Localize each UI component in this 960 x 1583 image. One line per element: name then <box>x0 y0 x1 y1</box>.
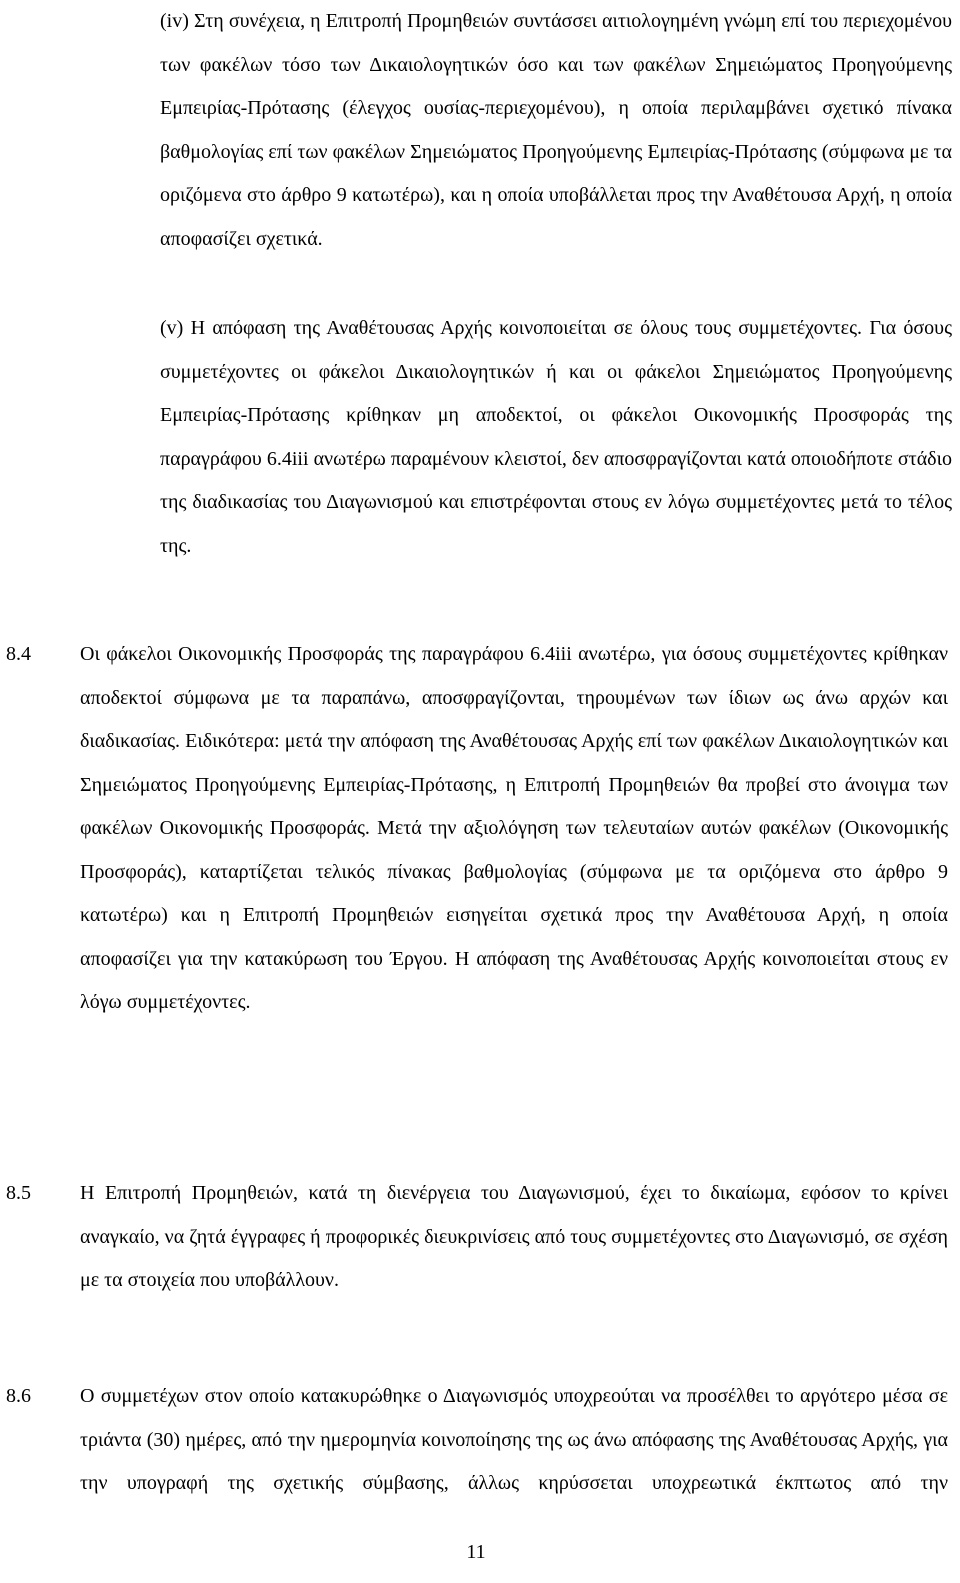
section-number: 8.4 <box>6 643 31 665</box>
page-number: 11 <box>466 1541 486 1563</box>
subparagraph-v: (v) Η απόφαση της Αναθέτουσας Αρχής κοινοποιείται σε όλους τους συμμετέχοντες. Για όσους συμμετέχοντες οι φάκελοι Δικαιολογητικών ή και οι φάκελοι Σημειώματος Προηγούμενης Εμπειρίας-Πρότασης κρίθηκαν μη αποδεκτοί, οι φάκελοι Οικονομικής Προσφοράς της παραγράφου 6.4iii ανωτέρω παραμένουν κλειστοί, δεν αποσφραγίζονται κατά οποιοδήποτε στάδιο της διαδικασίας του Διαγωνισμού και επιστρέφονται στους εν λόγω συμμετέχοντες μετά το τέλος της. <box>160 317 952 557</box>
section-text: Οι φάκελοι Οικονομικής Προσφοράς της παραγράφου 6.4iii ανωτέρω, για όσους συμμετέχοντες κρίθηκαν αποδεκτοί σύμφωνα με τα παραπάνω, αποσφραγίζονται, τηρουμένων των ίδιων ως άνω αρχών και διαδικασίας. Ειδικότερα: μετά την απόφαση της Αναθέτουσας Αρχής επί των φακέλων Δικαιολογητικών και Σημειώματος Προηγούμενης Εμπειρίας-Πρότασης, η Επιτροπή Προμηθειών θα προβεί στο άνοιγμα των φακέλων Οικονομικής Προσφοράς. Μετά την αξιολόγηση των τελευταίων αυτών φακέλων (Οικονομικής Προσφοράς), καταρτίζεται τελικός πίνακας βαθμολογίας (σύμφωνα με τα οριζόμενα στο άρθρο 9 κατωτέρω) και η Επιτροπή Προμηθειών εισηγείται σχετικά προς την Αναθέτουσα Αρχή, η οποία αποφασίζει για την κατακύρωση του Έργου. Η απόφαση της Αναθέτουσας Αρχής κοινοποιείται στους εν λόγω συμμετέχοντες. <box>80 643 948 1013</box>
subparagraph-iv: (iv) Στη συνέχεια, η Επιτροπή Προμηθειών συντάσσει αιτιολογημένη γνώμη επί του περιεχομένου των φακέλων τόσο των Δικαιολογητικών όσο και των φακέλων Σημειώματος Προηγούμενης Εμπειρίας-Πρότασης (έλεγχος ουσίας-περιεχομένου), η οποία περιλαμβάνει σχετικό πίνακα βαθμολογίας επί των φακέλων Σημειώματος Προηγούμενης Εμπειρίας-Πρότασης (σύμφωνα με τα οριζόμενα στο άρθρο 9 κατωτέρω), και η οποία υποβάλλεται προς την Αναθέτουσα Αρχή, η οποία αποφασίζει σχετικά. <box>160 10 952 250</box>
section-text: Η Επιτροπή Προμηθειών, κατά τη διενέργεια του Διαγωνισμού, έχει το δικαίωμα, εφόσον το κρίνει αναγκαίο, να ζητά έγγραφες ή προφορικές διευκρινίσεις από τους συμμετέχοντες στο Διαγωνισμό, σε σχέση με τα στοιχεία που υποβάλλουν. <box>80 1182 948 1291</box>
section-text: Ο συμμετέχων στον οποίο κατακυρώθηκε ο Διαγωνισμός υποχρεούται να προσέλθει το αργότερο μέσα σε τριάντα (30) ημέρες, από την ημερομηνία κοινοποίησης της ως άνω απόφασης της Αναθέτουσας Αρχής, για την υπογραφή της σχετικής σύμβασης, άλλως κηρύσσεται υποχρεωτικά έκπτωτος από την <box>80 1385 948 1494</box>
section-number: 8.5 <box>6 1182 31 1204</box>
section-number: 8.6 <box>6 1385 31 1407</box>
